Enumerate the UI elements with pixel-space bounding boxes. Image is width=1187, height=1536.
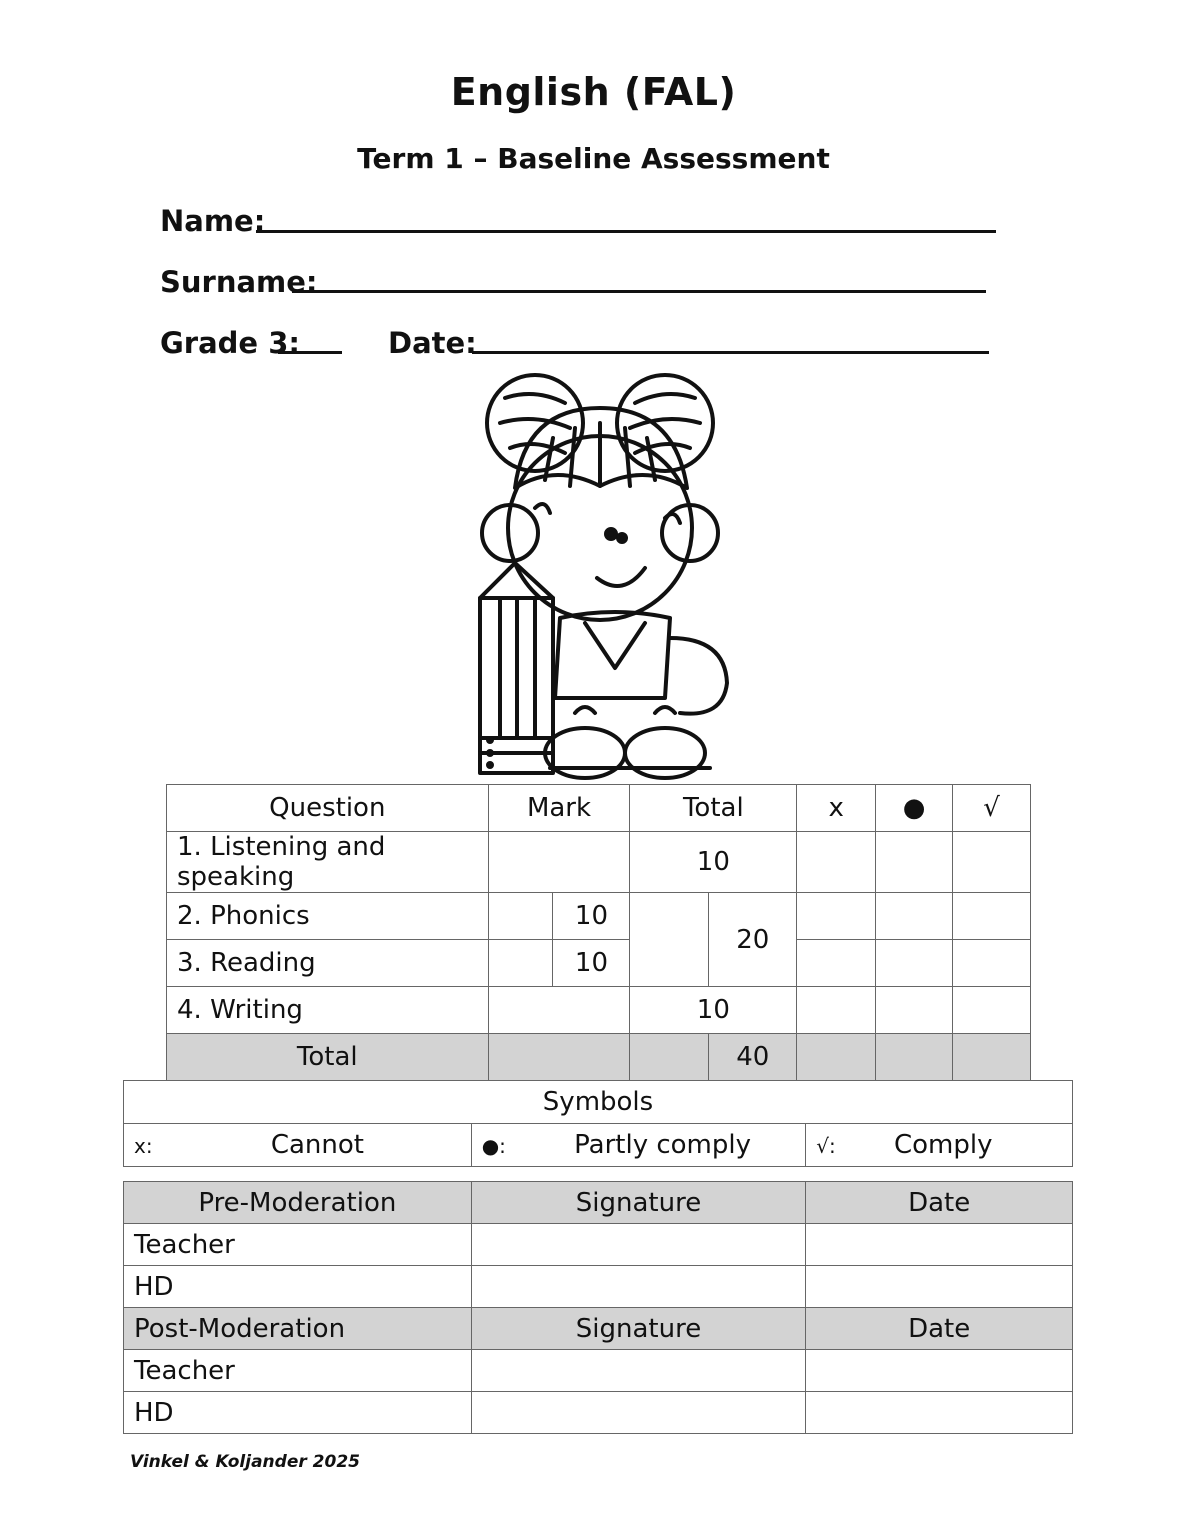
hd-label: HD: [124, 1266, 472, 1308]
question-cell: 3. Reading: [167, 940, 489, 987]
total-comply-cell: [953, 1034, 1031, 1081]
grand-total-cell: 40: [709, 1034, 797, 1081]
signature-cell[interactable]: [471, 1350, 806, 1392]
marks-table: [166, 784, 1031, 1081]
date-cell[interactable]: [806, 1224, 1073, 1266]
mark-cell[interactable]: [488, 832, 630, 893]
name-line[interactable]: [256, 230, 996, 233]
cannot-cell[interactable]: [797, 987, 876, 1034]
post-moderation-header: Post-Moderation: [124, 1308, 472, 1350]
moderation-table: [123, 1181, 1073, 1434]
footer-credit: Vinkel & Koljander 2025: [130, 1452, 360, 1472]
question-header: Question: [167, 785, 489, 832]
total-cannot-cell: [797, 1034, 876, 1081]
girl-with-pencil-icon: [465, 368, 735, 780]
surname-line[interactable]: [292, 290, 986, 293]
surname-label: Surname:: [160, 265, 318, 299]
comply-cell[interactable]: [953, 893, 1031, 940]
total-label: Total: [167, 1034, 489, 1081]
comply-header: √: [953, 785, 1031, 832]
teacher-label: Teacher: [124, 1350, 472, 1392]
date-header: Date: [806, 1308, 1073, 1350]
signature-header: Signature: [471, 1182, 806, 1224]
comply-cell[interactable]: [953, 987, 1031, 1034]
partly-cell[interactable]: [876, 987, 953, 1034]
symbol-key: ●:: [481, 1134, 506, 1158]
symbol-key: x:: [134, 1134, 153, 1158]
total-header: Total: [630, 785, 797, 832]
signature-cell[interactable]: [471, 1392, 806, 1434]
comply-cell[interactable]: [953, 832, 1031, 893]
grade-label: Grade 3:: [160, 326, 300, 360]
question-cell: 1. Listening and speaking: [167, 832, 489, 893]
name-label: Name:: [160, 204, 266, 238]
signature-cell[interactable]: [471, 1224, 806, 1266]
teacher-label: Teacher: [124, 1224, 472, 1266]
symbols-table: [123, 1080, 1073, 1167]
signature-header: Signature: [471, 1308, 806, 1350]
question-cell: 2. Phonics: [167, 893, 489, 940]
page-title: English (FAL): [450, 70, 737, 114]
blank-cell: [630, 893, 709, 987]
page-subtitle: Term 1 – Baseline Assessment: [357, 142, 830, 175]
grade-line[interactable]: [278, 351, 342, 354]
question-cell: 4. Writing: [167, 987, 489, 1034]
symbol-comply: [806, 1124, 1073, 1167]
symbol-key: √:: [816, 1134, 836, 1158]
symbol-meaning: Cannot: [270, 1130, 364, 1160]
cannot-header: x: [797, 785, 876, 832]
date-cell[interactable]: [806, 1392, 1073, 1434]
sub-total-cell: 10: [553, 893, 630, 940]
pre-moderation-header: Pre-Moderation: [124, 1182, 472, 1224]
partly-cell[interactable]: [876, 893, 953, 940]
mark-cell[interactable]: [488, 893, 553, 940]
symbol-meaning: Comply: [893, 1130, 993, 1160]
mark-header: Mark: [488, 785, 630, 832]
cannot-cell[interactable]: [797, 940, 876, 987]
blank-cell: [630, 1034, 709, 1081]
partly-cell[interactable]: [876, 832, 953, 893]
combined-total-cell: 20: [709, 893, 797, 987]
symbol-cannot: [124, 1124, 472, 1167]
cannot-cell[interactable]: [797, 893, 876, 940]
date-line[interactable]: [472, 351, 989, 354]
date-header: Date: [806, 1182, 1073, 1224]
mark-cell[interactable]: [488, 940, 553, 987]
signature-cell[interactable]: [471, 1266, 806, 1308]
total-partly-cell: [876, 1034, 953, 1081]
total-cell: 10: [630, 987, 797, 1034]
symbols-title: Symbols: [124, 1081, 1073, 1124]
date-label: Date:: [388, 326, 477, 360]
date-cell[interactable]: [806, 1350, 1073, 1392]
hd-label: HD: [124, 1392, 472, 1434]
mark-cell[interactable]: [488, 987, 630, 1034]
total-cell: 10: [630, 832, 797, 893]
total-mark-cell[interactable]: [488, 1034, 630, 1081]
date-cell[interactable]: [806, 1266, 1073, 1308]
cannot-cell[interactable]: [797, 832, 876, 893]
comply-cell[interactable]: [953, 940, 1031, 987]
partly-cell[interactable]: [876, 940, 953, 987]
sub-total-cell: 10: [553, 940, 630, 987]
partly-header: ●: [876, 785, 953, 832]
symbol-meaning: Partly comply: [574, 1130, 752, 1160]
symbol-partly: [471, 1124, 806, 1167]
